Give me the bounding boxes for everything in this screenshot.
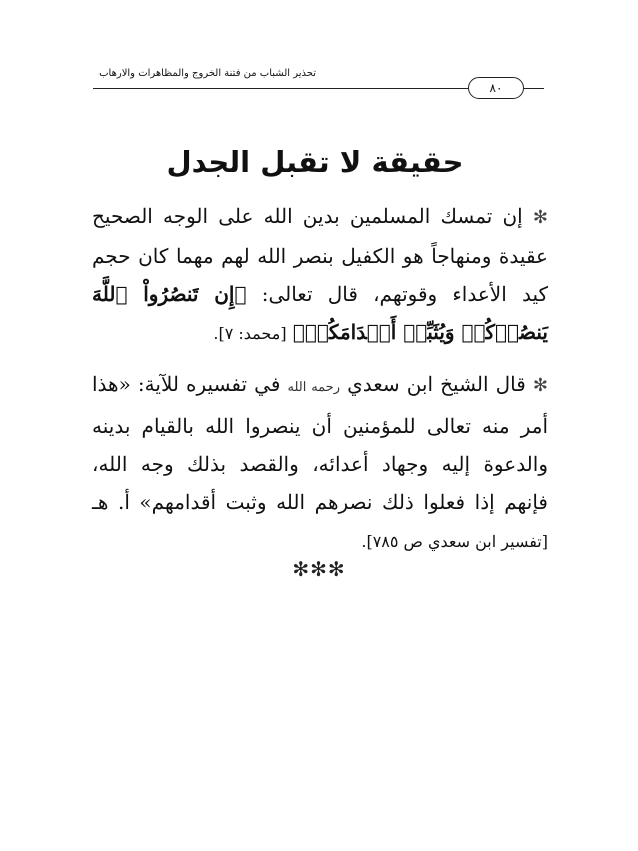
- running-title: تحذير الشباب من فتنة الخروج والمظاهرات والارهاب: [99, 68, 316, 79]
- chapter-title: حقيقة لا تقبل الجدل: [166, 145, 464, 179]
- paragraph-2: [92, 365, 548, 561]
- paragraph-2-quote: في تفسيره للآية: «هذا أمر منه تعالى للمؤمنين أن ينصروا الله بالقيام بدينه والدعوة إليه وجهاد أعدائه، والقصد بذلك وجه الله، فإنهم إذا فعلوا ذلك نصرهم الله وثبت أقدامهم» أ. هـ: [92, 372, 548, 514]
- paragraph-1: [92, 197, 548, 353]
- page-number-badge: ٨٠: [468, 77, 524, 99]
- source-reference: [تفسير ابن سعدي ص ٧٨٥].: [361, 532, 548, 551]
- bullet-icon: ✻: [532, 207, 549, 228]
- paragraph-1-text: إن تمسك المسلمين بدين الله على الوجه الصحيح عقيدة ومنهاجاً هو الكفيل بنصر الله لهم مهما كان حجم كيد الأعداء وقوتهم، قال تعالى:: [92, 204, 549, 306]
- section-separator: ✻✻✻: [292, 557, 346, 581]
- header-rule: [524, 88, 544, 89]
- verse-reference: [محمد: ٧].: [213, 324, 287, 343]
- bullet-icon: ✻: [532, 375, 548, 396]
- honorific-mark: رحمه الله: [287, 380, 340, 395]
- header-rule: [93, 88, 468, 89]
- quran-verse: ﴿إِن تَنصُرُواْ ٱللَّهَ يَنصُرۡكُمۡ وَيُثَبِّتۡ أَقۡدَامَكُمۡ﴾: [92, 282, 548, 344]
- paragraph-2-intro: قال الشيخ ابن سعدي: [347, 372, 526, 396]
